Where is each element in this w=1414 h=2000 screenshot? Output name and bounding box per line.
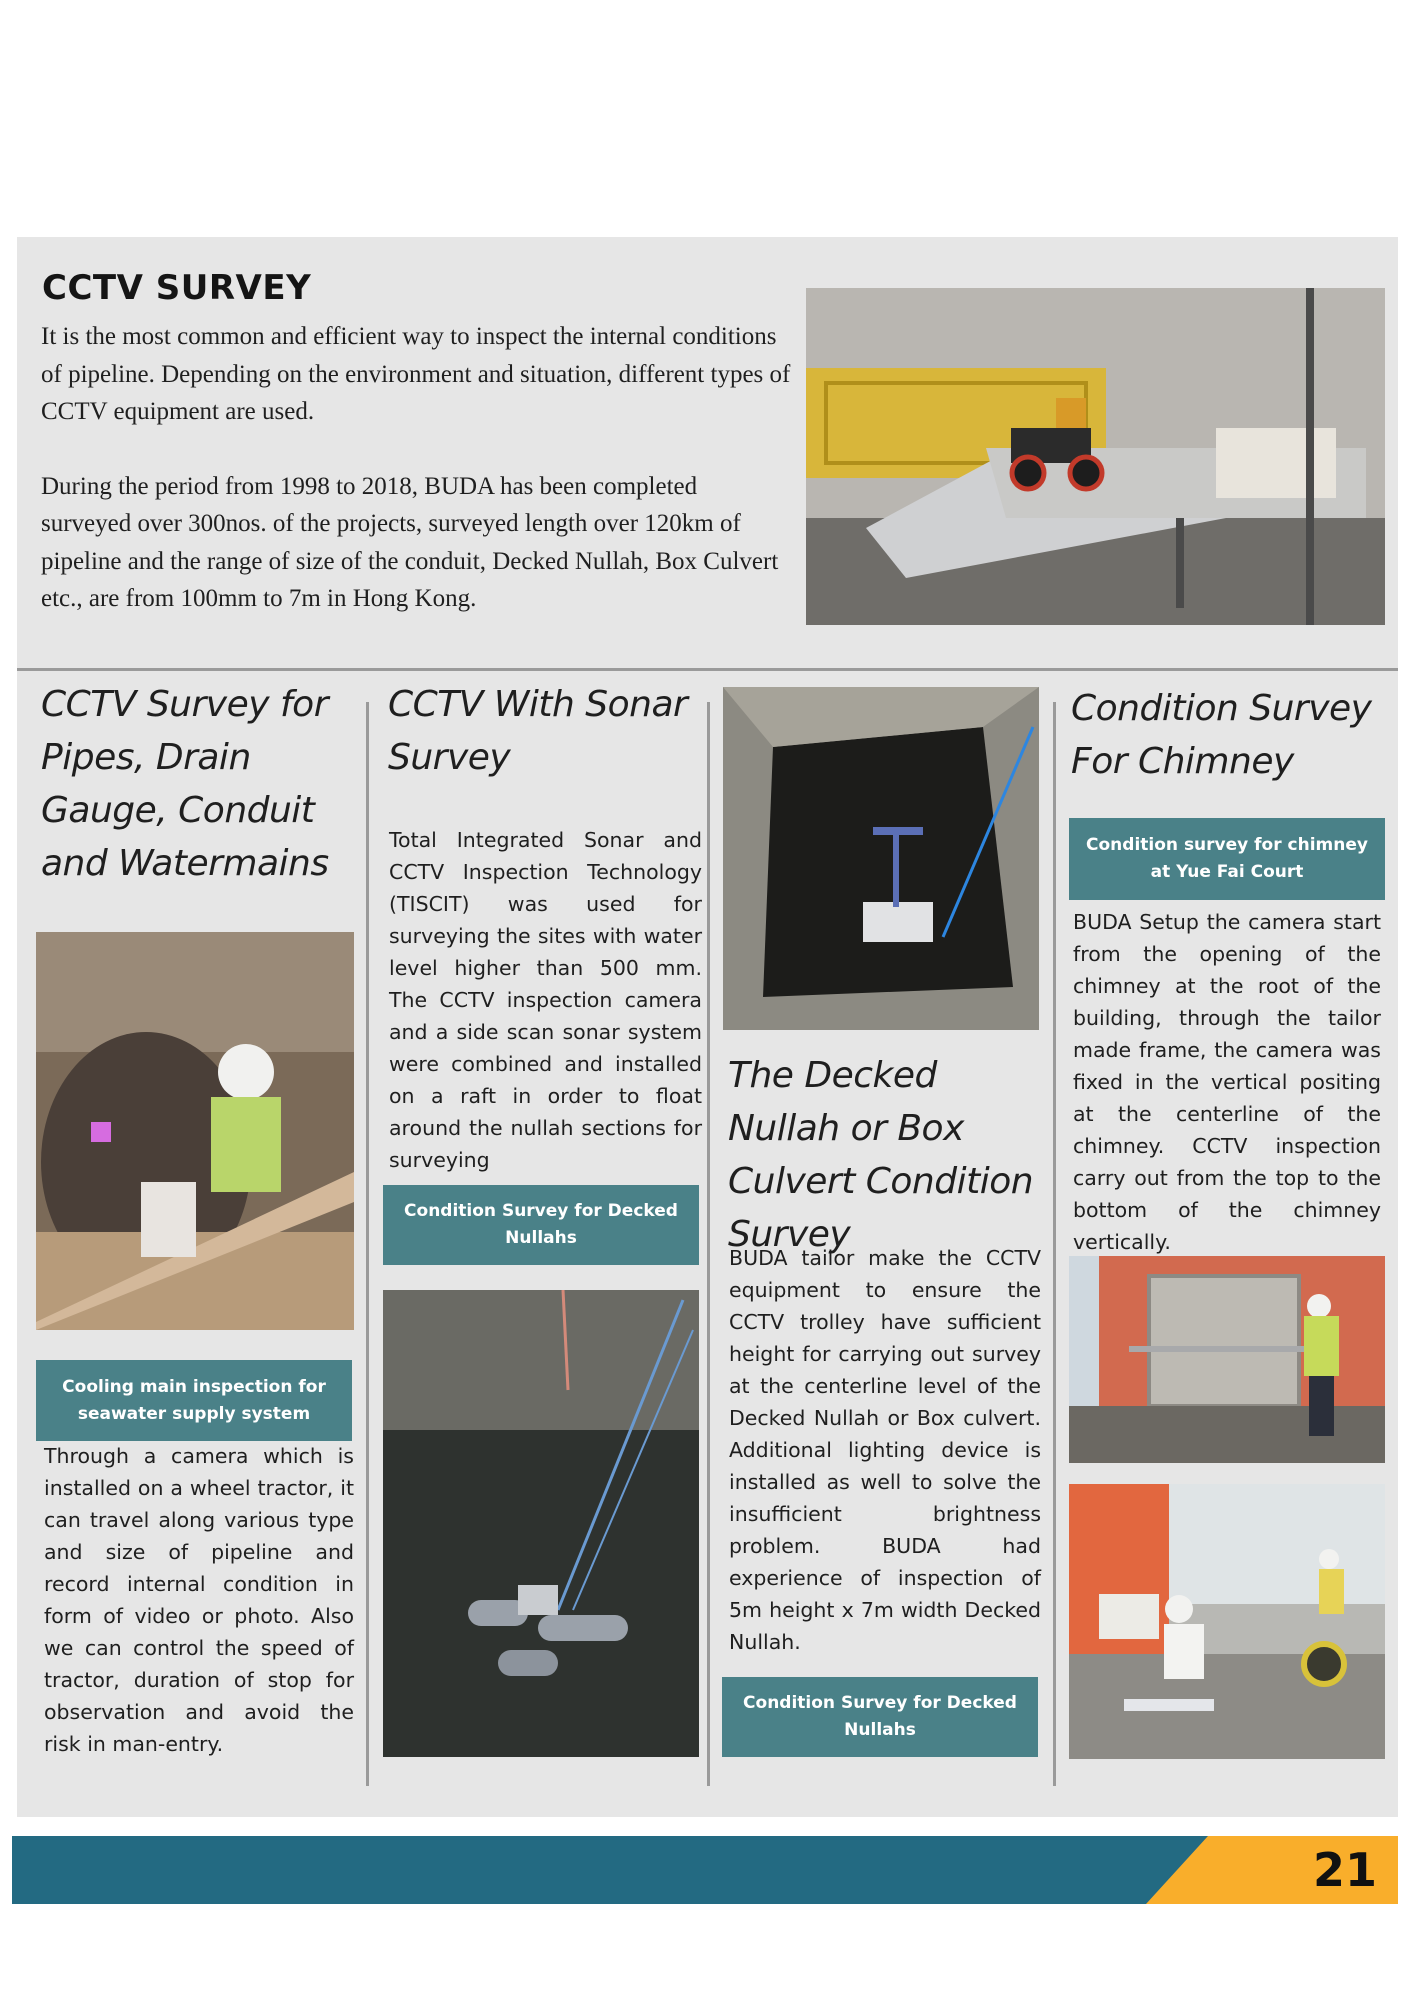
col2-caption: Condition Survey for Decked Nullahs <box>383 1185 699 1265</box>
intro-paragraph-2-line-1: During the period from 1998 to 2018, BUDA has been completed <box>41 472 698 500</box>
photo-chimney-frame <box>1069 1256 1385 1463</box>
col2-body: Total Integrated Sonar and CCTV Inspection Technology (TISCIT) was used for surveying the sites with water level higher than 500 mm. The CCTV inspection camera and a side scan sonar system were combined and installed on a raft in order to float around the nullah sections for surveying <box>389 828 702 1172</box>
photo-chimney-survey-team <box>1069 1484 1385 1759</box>
intro-paragraph-1: It is the most common and efficient way to inspect the internal conditions of pipeline. Depending on the environment and situation, different types of CCTV equipment are used. <box>41 323 791 425</box>
section-divider <box>17 668 1398 671</box>
col1-body: Through a camera which is installed on a wheel tractor, it can travel along various type and size of pipeline and record internal condition in form of video or photo. Also we can control the speed of tractor, duration of stop for observation and avoid the risk in man-entry. <box>44 1444 354 1756</box>
photo-cctv-robot-ramp <box>806 288 1385 625</box>
photo-sonar-raft <box>383 1290 699 1757</box>
col3-body: BUDA tailor make the CCTV equipment to ensure the CCTV trolley have sufficient height for carrying out survey at the centerline level of the Decked Nullah or Box culvert. Additional lighting device is installed as well to solve the insufficient brightness problem. BUDA had experience of inspection of 5m height x 7m width Decked Nullah. <box>729 1246 1041 1654</box>
footer-bar <box>12 1836 1208 1904</box>
col4-body: BUDA Setup the camera start from the opening of the chimney at the root of the building, through the tailor made frame, the camera was fixed in the vertical positing at the centerline of the chimney. CCTV inspection carry out from the top to the bottom of the chimney vertically. <box>1073 910 1381 1254</box>
col3-title: The Decked Nullah or Box Culvert Condition Survey <box>728 1055 1034 1255</box>
col1-title: CCTV Survey for Pipes, Drain Gauge, Conduit and Watermains <box>41 684 329 884</box>
intro-text <box>41 318 801 618</box>
column-separator <box>366 702 369 1786</box>
col1-caption: Cooling main inspection for seawater supply system <box>36 1360 352 1441</box>
col2-title: CCTV With Sonar Survey <box>388 684 688 778</box>
page-number: 21 <box>1312 1843 1377 1897</box>
column-separator <box>707 702 710 1786</box>
col3-caption: Condition Survey for Decked Nullahs <box>722 1677 1038 1757</box>
col4-title: Condition Survey For Chimney <box>1071 688 1372 782</box>
intro-paragraph-2-line-2: surveyed over 300nos. of the projects, surveyed length over 120km of pipeline and the range of size of the conduit, Decked Nullah, Box Culvert etc., are from 100mm to 7m in Hong Kong. <box>41 510 779 612</box>
photo-manhole-camera <box>723 687 1039 1030</box>
column-separator <box>1053 702 1056 1786</box>
section-title: CCTV SURVEY <box>42 268 312 308</box>
col4-caption: Condition survey for chimney at Yue Fai Court <box>1069 818 1385 900</box>
photo-cooling-main-inspection <box>36 932 354 1330</box>
